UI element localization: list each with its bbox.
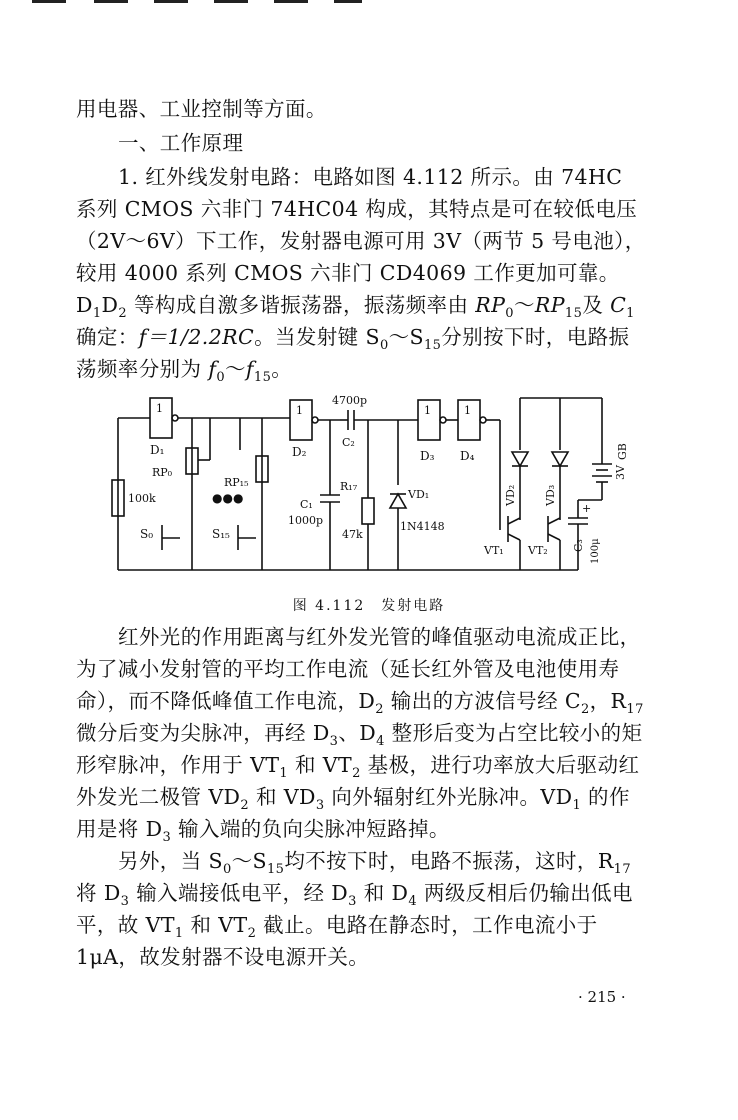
c3-label: C₃ [572, 539, 585, 552]
d2-label: D₂ [292, 445, 307, 459]
vt2-label: VT₂ [528, 544, 548, 557]
rp0-label: RP₀ [152, 466, 173, 479]
s0-label: S₀ [140, 527, 154, 541]
paragraph-ir-distance: 红外光的作用距离与红外发光管的峰值驱动电流成正比，为了减小发射管的平均工作电流（延长红外管及电池使用寿命），而不降低峰值工作电流，$D_2$ 输出的方波信号经 $C_2$，$R_{17}$ 微分后变为尖脉冲，再经 $D_3$、$D_4$ 整形后变为占空比较小的矩形窄脉冲，作用于 $VT_1$ 和 $VT_2$ 基极，进行功率放大后驱动红外发光二极管 $VD_2$ 和 $VD_3$ 向外辐射红外光脉冲。$VD_1$ 的作用是将 $D_3$ 输入端的负向尖脉冲短路掉。 [76, 625, 644, 846]
c1-label: C₁ [300, 498, 313, 511]
r17-label: R₁₇ [340, 480, 358, 493]
circuit-diagram [100, 390, 640, 590]
rp15-label: RP₁₅ [224, 476, 249, 489]
r47k-label: 47k [342, 528, 363, 541]
gate-d4-label: 1 [464, 404, 471, 417]
led-vd2 [512, 452, 528, 466]
ellipsis-dots: ●●● [212, 491, 244, 505]
paragraph-intro-end: 用电器、工业控制等方面。 [76, 97, 327, 121]
gate-d3-label: 1 [424, 404, 431, 417]
c1-value: 1000p [288, 514, 324, 527]
vd2-label: VD₂ [504, 484, 517, 506]
c3-value: 100μ [590, 538, 601, 564]
d4-label: D₄ [460, 449, 475, 463]
gb-label: GB [616, 443, 629, 460]
c2-label: C₂ [342, 436, 355, 449]
paragraph-transmit-circuit: 1. 红外线发射电路：电路如图 4.112 所示。由 74HC 系列 CMOS 六非门 74HC04 构成，其特点是可在较低电压（2V～6V）下工作，发射器电源可用 3V（两节 5 号电池），较用 4000 系列 CMOS 六非门 CD4069 工作更加可靠。$D_1D_2$ 等构成自激多谐振荡器，振荡频率由 $RP_0\sim RP_{15}$及 $C_1$ 确定：f＝1/2.2RC。当发射键 $S_0\sim S_{15}$分别按下时，电路振荡频率分别为 $f_0\sim f_{15}$。 [76, 165, 646, 386]
s15-label: S₁₅ [212, 527, 230, 541]
c3-plus: + [582, 502, 592, 515]
section-heading: 一、工作原理 [118, 131, 244, 155]
diode-vd1 [390, 494, 406, 508]
figure-caption: 图 4.112 发射电路 [292, 598, 446, 614]
r100k-label: 100k [128, 492, 156, 505]
vt1-label: VT₁ [484, 544, 504, 557]
d3-label: D₃ [420, 449, 435, 463]
paragraph-static-state: 另外，当 $S_0\sim S_{15}$均不按下时，电路不振荡，这时，$R_{17}$ 将 $D_3$ 输入端接低电平，经 $D_3$ 和 $D_4$ 两级反相后仍输出低电平，故 $VT_1$ 和 $VT_2$ 截止。电路在静态时，工作电流小于 1μA，故发射器不设电源开关。 [76, 849, 633, 969]
resistor-r17 [362, 498, 374, 524]
led-vd3 [552, 452, 568, 466]
gate-d2-label: 1 [296, 404, 303, 417]
d1-label: D₁ [150, 443, 165, 457]
top-rule-marks [24, 0, 364, 14]
gate-d1-label: 1 [156, 402, 163, 415]
page-number: · 215 · [578, 988, 626, 1006]
vd1-label: VD₁ [408, 488, 430, 501]
c2-value: 4700p [332, 394, 368, 407]
vd3-label: VD₃ [544, 484, 557, 506]
diode-part-label: 1N4148 [400, 520, 445, 533]
voltage-label: 3V [614, 465, 627, 480]
